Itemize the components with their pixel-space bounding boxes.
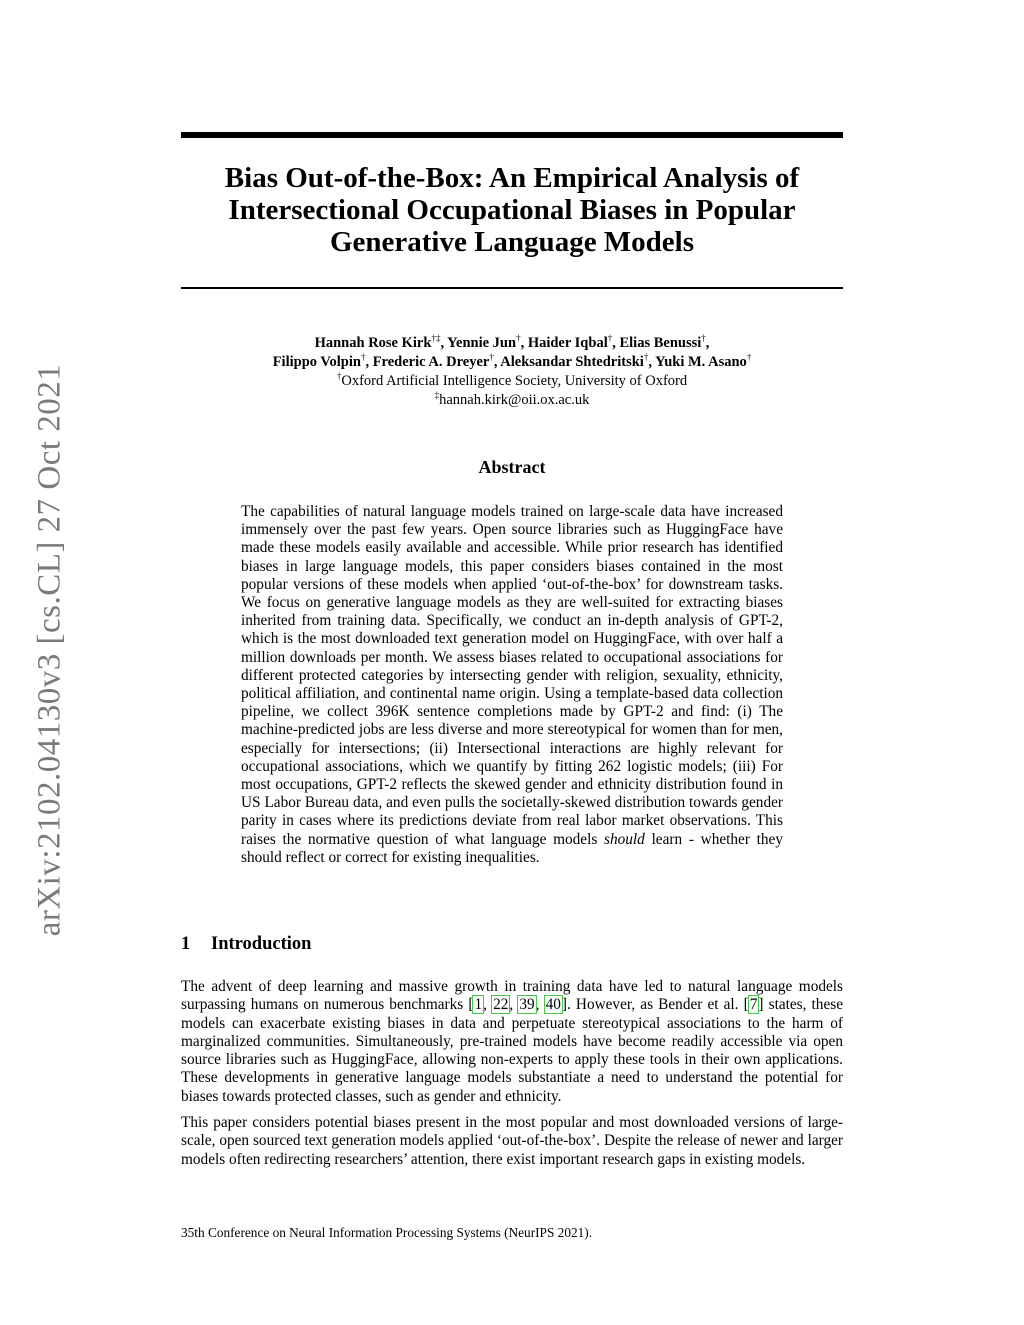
title-line-2: Intersectional Occupational Biases in Popular <box>228 194 796 226</box>
author-name: Aleksandar Shtedritski <box>500 354 644 370</box>
abstract-text-end: learn - whether they should reflect or correct for existing inequalities. <box>241 830 783 866</box>
author-affiliation-mark: † <box>701 333 706 344</box>
author-line-1: Hannah Rose Kirk†‡, Yennie Jun†, Haider Iqbal†, Elias Benussi†, <box>314 333 710 351</box>
author-affiliation <box>181 372 843 391</box>
paragraph-text: ] states, these models can exacerbate existing biases in data and perpetuate stereotypical associations to the harm of marginalized communities. Simultaneously, pre-trained models have become readily accessible via open source libraries such as HuggingFace, allowing non-experts to apply these tools in their own applications. These developments in generative language models substantiate a need to understand the potential for biases towards protected classes, such as gender and ethnicity. <box>181 996 843 1105</box>
author-name: Hannah Rose Kirk <box>314 335 432 351</box>
title-bottom-rule <box>181 287 843 289</box>
paragraph-text: The advent of deep learning and massive growth in training data have led to natural language models surpassing humans on numerous benchmarks [ <box>181 978 843 1014</box>
citation-link[interactable]: 1 <box>474 996 483 1014</box>
email-mark: ‡ <box>434 390 440 401</box>
citation-link[interactable]: 22 <box>493 996 509 1014</box>
author-block <box>181 334 843 410</box>
author-affiliation-mark: † <box>607 333 613 344</box>
author-name: Yennie Jun <box>447 335 517 351</box>
paragraph-text: ]. However, as Bender et al. [ <box>561 996 749 1014</box>
paper-title <box>181 162 843 258</box>
author-email <box>181 391 843 410</box>
citation-link[interactable]: 40 <box>545 996 561 1014</box>
title-top-rule <box>181 132 843 138</box>
introduction-body <box>181 978 843 1177</box>
conference-footer: 35th Conference on Neural Information Processing Systems (NeurIPS 2021). <box>181 1225 593 1240</box>
author-affiliation-mark: † <box>489 352 494 363</box>
citation-link[interactable]: 7 <box>749 996 758 1014</box>
author-affiliation-mark: † <box>516 333 521 344</box>
citation-link[interactable]: 39 <box>519 996 535 1014</box>
section-heading-introduction <box>181 934 311 955</box>
author-affiliation-mark: †‡ <box>431 333 441 344</box>
author-name: Haider Iqbal <box>527 335 608 351</box>
author-affiliation-mark: † <box>643 352 649 363</box>
author-affiliation-mark: † <box>746 352 752 363</box>
intro-paragraph-2: This paper considers potential biases present in the most popular and most downloaded versions of large-scale, open sourced text generation models applied ‘out-of-the-box’. Despite the release of newer and larger models often redirecting researchers’ attention, there exist important research gaps in existing models. <box>181 1114 843 1168</box>
abstract-text: The capabilities of natural language models trained on large-scale data have increased immensely over the past few years. Open source libraries such as HuggingFace have made these models easily available and accessible. While prior research has identified biases in large language models, this paper considers biases contained in the most popular versions of these models when applied ‘out-of-the-box’ for downstream tasks. We focus on generative language models as they are well-suited for extracting biases inherited from training data. Specifically, we conduct an in-depth analysis of GPT-2, which is the most downloaded text generation model on HuggingFace, with over half a million downloads per month. We assess biases related to occupational associations for different protected categories by intersecting gender with religion, sexuality, ethnicity, political affiliation, and continental name origin. Using a template-based data collection pipeline, we collect 396K sentence completions made by GPT-2 and find: (i) The machine-predicted jobs are less diverse and more stereotypical for women than for men, especially for intersections; (ii) Intersectional interactions are highly relevant for occupational associations, which we quantify by fitting 262 logistic models; (iii) For most occupations, GPT-2 reflects the skewed gender and ethnicity distribution found in US Labor Bureau data, and even pulls the societally-skewed distribution towards gender parity in cases where its predictions deviate from real labor market observations. This raises the normative question of what language models <box>241 503 783 848</box>
arxiv-identifier <box>25 360 75 940</box>
abstract-emphasis: should <box>604 830 645 848</box>
arxiv-identifier-text: arXiv:2102.04130v3 [cs.CL] 27 Oct 2021 <box>31 363 68 937</box>
email-text: hannah.kirk@oii.ox.ac.uk <box>439 392 590 408</box>
author-name: Yuki M. Asano <box>655 354 747 370</box>
author-name: Elias Benussi <box>619 335 702 351</box>
section-number: 1 <box>181 934 191 954</box>
abstract-body <box>241 503 783 867</box>
author-affiliation-mark: † <box>360 352 366 363</box>
affiliation-text: Oxford Artificial Intelligence Society, University of Oxford <box>341 373 688 389</box>
affiliation-mark: † <box>336 371 342 382</box>
abstract-heading: Abstract <box>478 457 546 477</box>
title-line-1: Bias Out-of-the-Box: An Empirical Analysis of <box>224 162 800 194</box>
author-line-2: Filippo Volpin†, Frederic A. Dreyer†, Aleksandar Shtedritski†, Yuki M. Asano† <box>272 352 752 370</box>
section-title: Introduction <box>211 934 312 954</box>
author-name: Filippo Volpin <box>272 354 361 370</box>
author-name: Frederic A. Dreyer <box>372 354 490 370</box>
title-line-3: Generative Language Models <box>329 226 695 258</box>
intro-paragraph-1: The advent of deep learning and massive growth in training data have led to natural language models surpassing humans on numerous benchmarks [1, 22, 39, 40]. However, as Bender et al. [7] states, these models can exacerbate existing biases in data and perpetuate stereotypical associations to the harm of marginalized communities. Simultaneously, pre-trained models have become readily accessible via open source libraries such as HuggingFace, allowing non-experts to apply these tools in their own applications. These developments in generative language models substantiate a need to understand the potential for biases towards protected classes, such as gender and ethnicity. <box>181 978 843 1105</box>
